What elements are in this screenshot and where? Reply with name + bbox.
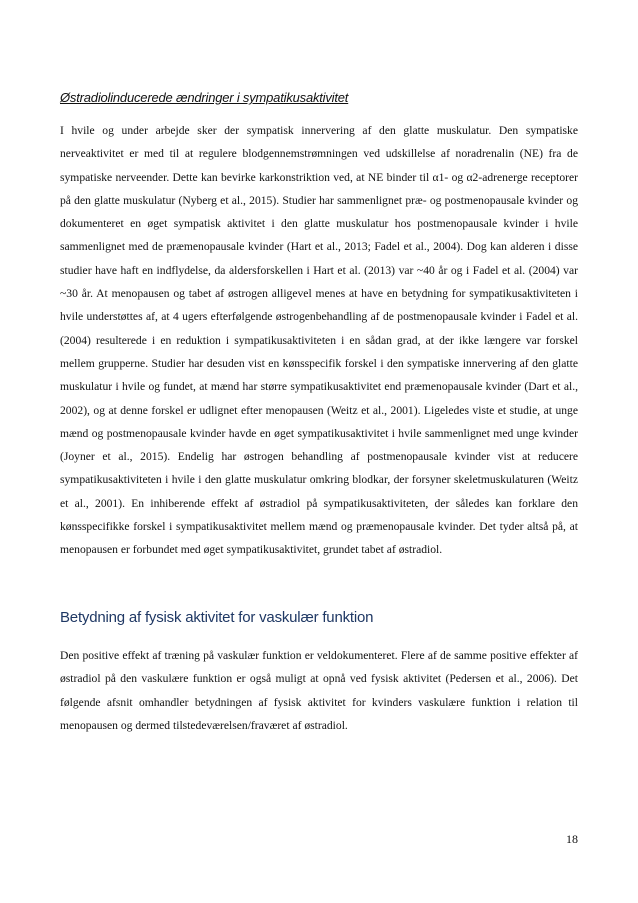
body-paragraph-2: Den positive effekt af træning på vaskulær funktion er veldokumenteret. Flere af de samme positive effekter af østradiol på den vaskulære funktion er også muligt at opnå ved fysisk aktivitet (Pedersen et al., 2006). Det følgende afsnit omhandler betydningen af fysisk aktivitet for kvinders vaskulære funktion i relation til menopausen og dermed tilstedeværelsen/fraværet af østradiol. [60, 649, 578, 732]
section-subheading: Østradiolinducerede ændringer i sympatikusaktivitet [60, 90, 349, 105]
section-heading: Betydning af fysisk aktivitet for vaskulær funktion [60, 609, 374, 626]
page-number: 18 [566, 832, 578, 846]
body-paragraph: I hvile og under arbejde sker der sympatisk innervering af den glatte muskulatur. Den sympatiske nerveaktivitet er med til at regulere blodgennemstrømningen ved udskillelse af noradrenalin (NE) fra de sympatiske nerveender. Dette kan bevirke karkonstriktion ved, at NE binder til α1- og α2-adrenerge receptorer på den glatte muskulatur (Nyberg et al., 2015). Studier har sammenlignet præ- og postmenopausale kvinder og dokumenteret en øget sympatisk aktivitet i den glatte muskulatur hos postmenopausale kvinder i hvile sammenlignet med de præmenopausale kvinder (Hart et al., 2013; Fadel et al., 2004). Dog kan alderen i disse studier have haft en indflydelse, da aldersforskellen i Hart et al. (2013) var ~40 år og i Fadel et al. (2004) var ~30 år. At menopausen og tabet af østrogen alligevel menes at have en betydning for sympatikusaktiviteten i hvile understøttes af, at 4 ugers efterfølgende østrogenbehandling af de postmenopausale kvinder i Fadel et al. (2004) resulterede i en reduktion i sympatikusaktiviteten i en sådan grad, at der ikke længere var forskel mellem grupperne. Studier har desuden vist en kønsspecifik forskel i den sympatiske innervering af den glatte muskulatur i hvile og fundet, at mænd har større sympatikusaktivitet end præmenopausale kvinder (Dart et al., 2002), og at denne forskel er udlignet efter menopausen (Weitz et al., 2001). Ligeledes viste et studie, at unge mænd og postmenopausale kvinder havde en øget sympatikusaktivitet i hvile sammenlignet med unge kvinder (Joyner et al., 2015). Endelig har østrogen behandling af postmenopausale kvinder vist at reducere sympatikusaktiviteten i hvile i den glatte muskulatur omkring blodkar, der forsyner skeletmuskulaturen (Weitz et al., 2001). En inhiberende effekt af østradiol på sympatikusaktiviteten, der således kan forklare den kønsspecifikke forskel i sympatikusaktivitet mellem mænd og præmenopausale kvinder. Det tyder altså på, at menopausen er forbundet med øget sympatikusaktivitet, grundet tabet af østradiol. [60, 124, 578, 557]
